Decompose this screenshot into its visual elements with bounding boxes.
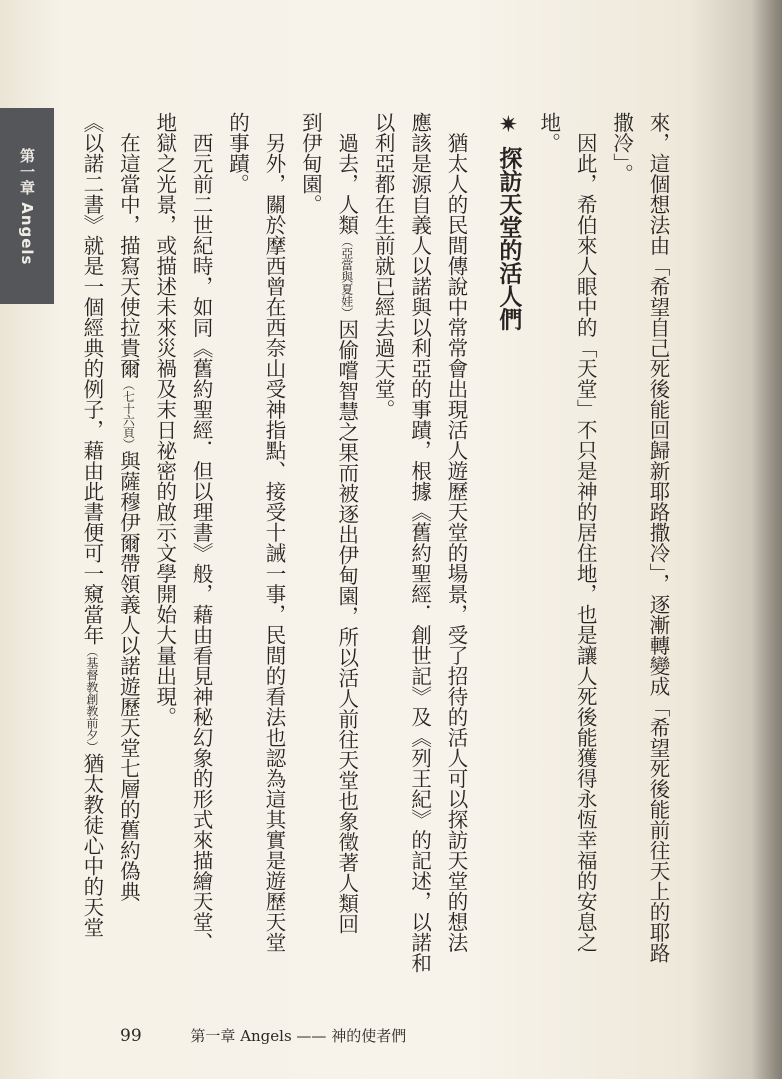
text-column <box>183 112 219 992</box>
star-icon: ✷ <box>495 112 522 138</box>
text-run: 因此，希伯來人眼中的「天堂」不只是神的居住地，也是讓人死後能獲得永恆幸福的安息之 <box>573 132 598 953</box>
text-run: 另外，關於摩西曾在西奈山受神指點、接受十誡一事，民間的看法也認為這其實是遊歷天堂 <box>261 132 286 953</box>
text-run: 的記述，以諾和 <box>407 829 432 973</box>
book-title: 《以諾二書》 <box>79 112 104 235</box>
text-column <box>401 112 437 992</box>
text-run: 猶太人的民間傳說中常常會出現活人遊歷天堂的場景，受了招待的活人可以探訪天堂的想法 <box>443 132 468 953</box>
inline-note: （基督教創教前夕） <box>84 645 99 753</box>
text-run: 地。 <box>536 112 561 153</box>
text-run: 就是一個經典的例子，藉由此書便可一窺當年 <box>79 235 104 645</box>
text-run: 般，藉由看見神秘幻象的形式來描繪天堂、 <box>189 563 214 953</box>
section-heading-text: 探訪天堂的活人們 <box>495 146 522 331</box>
book-title: 《舊約聖經．但以理書》 <box>189 337 214 563</box>
text-run: 過去，人類 <box>334 132 359 235</box>
text-run: 應該是源自義人以諾與以利亞的事蹟，根據 <box>407 112 432 502</box>
text-run: 與薩穆伊爾帶領義人以諾遊歷天堂七層的舊約偽典 <box>116 450 141 902</box>
inline-note: （亞當與夏娃） <box>339 235 354 319</box>
text-column <box>219 112 255 992</box>
text-run: 撒冷」。 <box>609 112 634 184</box>
text-column <box>603 112 639 992</box>
text-run: 地獄之光景，或描述未來災禍及末日祕密的啟示文學開始大量出現。 <box>152 112 177 727</box>
text-run: 西元前二世紀時，如同 <box>189 132 214 338</box>
text-column <box>530 112 566 992</box>
page-number: 99 <box>120 1026 142 1046</box>
page-footer <box>120 1025 406 1046</box>
text-run: 猶太教徒心中的天堂 <box>79 753 104 938</box>
section-heading <box>490 112 526 992</box>
inline-note: （七十六頁） <box>121 378 136 451</box>
vertical-body-text <box>74 112 677 992</box>
text-column <box>640 112 676 992</box>
text-column <box>74 112 110 992</box>
text-column <box>110 112 146 992</box>
book-title: 《列王紀》 <box>407 727 432 830</box>
text-run: 的事蹟。 <box>225 112 250 194</box>
chapter-tab-label: 第一章 Angels <box>18 148 36 266</box>
text-column <box>256 112 292 992</box>
text-run: 來，這個想法由「希望自己死後能回歸新耶路撒冷」，逐漸轉變成「希望死後能前往天上的耶路 <box>646 112 670 963</box>
text-column <box>146 112 182 992</box>
text-column <box>567 112 603 992</box>
text-column <box>365 112 401 992</box>
text-column <box>292 112 328 992</box>
running-title: 第一章 Angels —— 神的使者們 <box>190 1027 407 1045</box>
text-column <box>328 112 364 992</box>
text-run: 因偷嚐智慧之果而被逐出伊甸園，所以活人前往天堂也象徵著人類回 <box>334 319 359 934</box>
text-run: 在這當中，描寫天使拉貴爾 <box>116 132 141 379</box>
book-title: 《舊約聖經．創世記》 <box>407 501 432 707</box>
text-run: 以利亞都在生前就已經去過天堂。 <box>371 112 396 420</box>
text-run: 及 <box>407 706 432 727</box>
text-run: 到伊甸園。 <box>298 112 323 215</box>
text-column <box>438 112 474 992</box>
